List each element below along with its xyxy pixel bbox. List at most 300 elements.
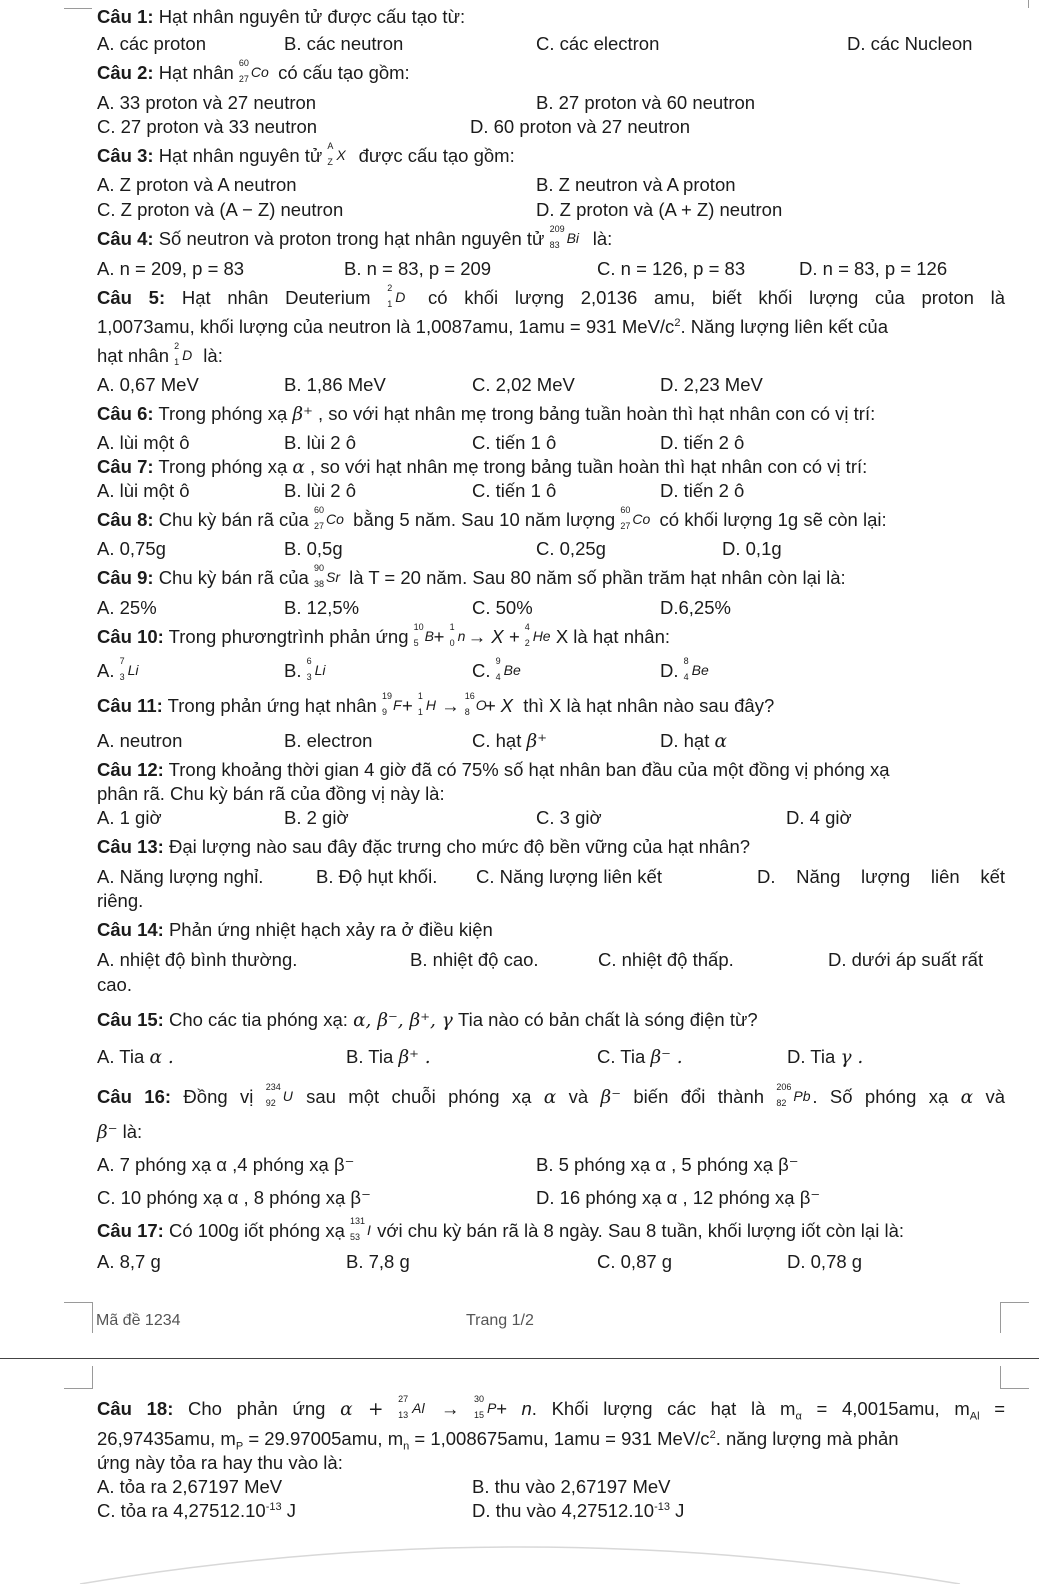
q7-option-c: C. tiến 1 ô	[472, 480, 557, 501]
q17-option-b: B. 7,8 g	[346, 1251, 410, 1272]
q16-stem-pre: Đồng vị	[183, 1086, 254, 1107]
q13-option-d-cont: riêng.	[97, 890, 144, 911]
q9-stem	[97, 563, 1005, 590]
q4-option-a: A. n = 209, p = 83	[97, 258, 245, 279]
option-exponent: -13	[265, 1500, 282, 1513]
q12-stem1: Trong khoảng thời gian 4 giờ đã có 75% số hạt nhân ban đầu của một đồng vị phóng xạ	[168, 759, 890, 780]
beta-plus-symbol: β⁺	[292, 404, 313, 425]
beta-plus-symbol: β⁺	[526, 731, 547, 752]
nuclide-number: 2	[524, 638, 530, 649]
q8-option-a: A. 0,75g	[97, 538, 166, 559]
q15-stem	[97, 1009, 1005, 1031]
q10-arrow-x: → X +	[467, 626, 520, 647]
option-letter: D.	[660, 660, 679, 681]
q9-stem-post: là T = 20 năm. Sau 80 năm số phần trăm hạt nhân còn lại là:	[349, 567, 846, 588]
nuclide-mass: 7	[119, 656, 125, 667]
corner-mark-bottom-right	[1000, 1302, 1029, 1333]
nuclide-symbol: Be	[691, 662, 709, 679]
nuclide-symbol: Pb	[793, 1088, 811, 1105]
q18-line2-post: = 1,008675amu, 1amu = 931 MeV/c	[414, 1428, 710, 1449]
q3-stem	[97, 141, 1005, 168]
nuclide-o16	[464, 691, 487, 718]
q4-label: Câu 4:	[97, 228, 154, 249]
q3-option-b: B. Z neutron và A proton	[536, 174, 736, 195]
q11-stem-pre: Trong phản ứng hạt nhân	[167, 695, 377, 716]
q9-option-b: B. 12,5%	[284, 597, 360, 618]
q18-line2-sup: 2	[709, 1428, 716, 1441]
q12-stem-line2: phân rã. Chu kỳ bán rã của đồng vị này là:	[97, 783, 445, 804]
option-text: C. tỏa ra 4,27512.10	[97, 1500, 266, 1521]
q14-label: Câu 14:	[97, 919, 164, 940]
nuclide-symbol: D	[395, 289, 406, 306]
nuclide-mass: 90	[313, 563, 324, 574]
nuclide-neutron	[449, 622, 468, 649]
q15-option-a	[97, 1046, 174, 1068]
q17-option-a: A. 8,7 g	[97, 1251, 161, 1272]
q10-label: Câu 10:	[97, 626, 164, 647]
mass-sub-alpha: α	[795, 1410, 802, 1423]
nuclide-mass: 209	[549, 224, 565, 235]
nuclide-number: 9	[381, 707, 387, 718]
q10-option-b	[284, 656, 337, 683]
q5-stem-line1	[97, 283, 1006, 310]
q11-option-d	[660, 730, 727, 752]
nuclide-he4	[524, 622, 551, 649]
q7-option-b: B. lùi 2 ô	[284, 480, 356, 501]
alpha-symbol: α	[292, 457, 305, 478]
q5-line2-sup: 2	[674, 316, 681, 329]
q2-stem-post: có cấu tạo gồm:	[278, 62, 410, 83]
nuclide-symbol: Al	[412, 1400, 425, 1417]
nuclide-li6	[306, 656, 337, 683]
q10-stem	[97, 622, 1005, 649]
q17-option-d: D. 0,78 g	[787, 1251, 863, 1272]
alpha-symbol: α .	[149, 1047, 174, 1068]
option-text: D. hạt	[660, 730, 710, 751]
option-text: C. hạt	[472, 730, 522, 751]
q17-stem-pre: Có 100g iốt phóng xạ	[168, 1220, 345, 1241]
q6-option-a: A. lùi một ô	[97, 432, 190, 453]
q10-stem-post: X là hạt nhân:	[555, 626, 670, 647]
nuclide-symbol: Bi	[566, 230, 580, 247]
nuclide-mass: 60	[238, 58, 249, 69]
nuclide-d	[174, 341, 198, 368]
q14-option-a: A. nhiệt độ bình thường.	[97, 949, 298, 970]
q15-option-d	[787, 1046, 863, 1068]
nuclide-sr90	[313, 563, 344, 590]
q12-option-d: D. 4 giờ	[786, 807, 852, 828]
nuclide-number: 4	[683, 672, 689, 683]
q10-stem-pre: Trong phươngtrình phản ứng	[168, 626, 409, 647]
nuclide-symbol: X	[336, 147, 346, 164]
nuclide-symbol: I	[367, 1222, 371, 1239]
page-curl-arc	[80, 1547, 960, 1584]
q12-option-b: B. 2 giờ	[284, 807, 349, 828]
q9-option-a: A. 25%	[97, 597, 157, 618]
nuclide-number: 5	[413, 638, 419, 649]
q18-line2-mid: = 29.97005amu, m	[248, 1428, 404, 1449]
nuclide-number: 83	[549, 240, 560, 251]
q3-option-d: D. Z proton và (A + Z) neutron	[536, 199, 783, 220]
q14-option-d-cont: cao.	[97, 974, 132, 995]
q18-label: Câu 18:	[97, 1398, 174, 1419]
nuclide-number: 27	[313, 521, 324, 532]
mass-sub-al: Al	[969, 1410, 980, 1423]
q11-arrow: →	[441, 695, 460, 716]
q16-stem-end: và	[985, 1086, 1006, 1107]
nuclide-pb206	[776, 1082, 812, 1109]
q16-stem-mid2: và	[568, 1086, 589, 1107]
q16-option-d: D. 16 phóng xạ α , 12 phóng xạ β⁻	[536, 1187, 821, 1208]
page-curl-decoration	[0, 1530, 1039, 1584]
q14-option-d: D. dưới áp suất rất	[828, 949, 984, 970]
option-unit: J	[281, 1500, 296, 1521]
q18-stem-pre: Cho phản ứng	[188, 1398, 326, 1419]
q1-option-b: B. các neutron	[284, 33, 404, 54]
q16-line2-text: là:	[122, 1121, 143, 1142]
q18-line2-end: . năng lượng mà phản	[715, 1428, 899, 1449]
q5-stem-line2	[97, 316, 1005, 338]
q8-option-b: B. 0,5g	[284, 538, 343, 559]
q2-option-c: C. 27 proton và 33 neutron	[97, 116, 318, 137]
q5-line2-pre: 1,0073amu, khối lượng của neutron là 1,0087amu, 1amu = 931 MeV/c	[97, 316, 675, 337]
q18-stem-line2	[97, 1428, 1005, 1453]
q10-plus: +	[433, 626, 445, 647]
beta-plus-symbol: β⁺ .	[398, 1047, 431, 1068]
q5-option-b: B. 1,86 MeV	[284, 374, 386, 395]
q17-label: Câu 17:	[97, 1220, 164, 1241]
nuclide-mass: 6	[306, 656, 312, 667]
q18-option-a: A. tỏa ra 2,67197 MeV	[97, 1476, 283, 1497]
q2-stem	[97, 58, 1005, 85]
q5-line3-pre: hạt nhân	[97, 345, 170, 366]
nuclide-mass: 4	[524, 622, 530, 633]
q14-option-b: B. nhiệt độ cao.	[410, 949, 539, 970]
nuclide-mass: 206	[776, 1082, 792, 1093]
nuclide-symbol: He	[532, 628, 551, 645]
q4-option-d: D. n = 83, p = 126	[799, 258, 948, 279]
nuclide-number: 38	[313, 579, 324, 590]
nuclide-symbol: B	[424, 628, 434, 645]
q8-option-c: C. 0,25g	[536, 538, 606, 559]
q10-option-c	[472, 656, 530, 683]
q12-stem-line1	[97, 759, 1005, 781]
nuclide-number: 1	[387, 299, 393, 310]
option-text: C. Tia	[597, 1046, 646, 1067]
mass-sub-p: P	[235, 1440, 244, 1453]
beta-minus-symbol: β⁻	[97, 1122, 118, 1143]
radiation-symbols: α, β⁻, β⁺, γ	[353, 1010, 453, 1031]
option-letter: C.	[472, 660, 491, 681]
nuclide-number: 8	[464, 707, 470, 718]
nuclide-bi209	[549, 224, 588, 251]
q7-label: Câu 7:	[97, 456, 154, 477]
q13-option-b: B. Độ hụt khối.	[316, 866, 438, 887]
nuclide-be8	[683, 656, 718, 683]
q13-label: Câu 13:	[97, 836, 164, 857]
q10-option-d	[660, 656, 718, 683]
q16-option-c: C. 10 phóng xạ α , 8 phóng xạ β⁻	[97, 1187, 371, 1208]
q5-label: Câu 5:	[97, 287, 166, 308]
nuclide-number: 53	[350, 1232, 361, 1243]
nuclide-number: 82	[776, 1098, 787, 1109]
nuclide-number: 1	[174, 357, 180, 368]
nuclide-li7	[119, 656, 150, 683]
nuclide-number: 15	[474, 1410, 485, 1421]
nuclide-mass: 60	[313, 505, 324, 516]
q2-option-b: B. 27 proton và 60 neutron	[536, 92, 756, 113]
beta-minus-symbol: β⁻	[600, 1087, 622, 1108]
mass-alpha-value: = 4,0015amu, m	[816, 1398, 970, 1419]
q11-label: Câu 11:	[97, 695, 163, 716]
q13-option-c: C. Năng lượng liên kết	[476, 866, 662, 887]
q13-option-d: D. Năng lượng liên kết	[757, 866, 1005, 887]
q14-option-c: C. nhiệt độ thấp.	[598, 949, 734, 970]
nuclide-mass: A	[327, 141, 334, 152]
nuclide-mass: 131	[350, 1216, 366, 1227]
option-exponent: -13	[654, 1500, 670, 1513]
q1-stem-text: Hạt nhân nguyên tử được cấu tạo từ:	[158, 6, 466, 27]
q6-stem-pre: Trong phóng xạ	[158, 403, 288, 424]
q6-stem	[97, 403, 1005, 425]
nuclide-mass: 16	[464, 691, 475, 702]
q5-option-d: D. 2,23 MeV	[660, 374, 763, 395]
beta-minus-symbol: β⁻ .	[650, 1047, 683, 1068]
q16-stem-line2	[97, 1121, 1005, 1143]
nuclide-number: Z	[327, 157, 333, 168]
option-text: D. Tia	[787, 1046, 836, 1067]
option-letter: B.	[284, 660, 302, 681]
q13-option-a: A. Năng lượng nghỉ.	[97, 866, 264, 887]
q12-option-a: A. 1 giờ	[97, 807, 162, 828]
q6-option-c: C. tiến 1 ô	[472, 432, 557, 453]
nuclide-number: 4	[495, 672, 501, 683]
q16-label: Câu 16:	[97, 1086, 172, 1107]
q6-option-b: B. lùi 2 ô	[284, 432, 356, 453]
q5-stem-line3	[97, 341, 1005, 368]
nuclide-mass: 1	[449, 622, 455, 633]
nuclide-mass: 60	[620, 505, 631, 516]
corner-mark-page2-top-right	[1000, 1366, 1029, 1389]
q18-plus-n: + n	[496, 1398, 532, 1419]
q4-option-c: C. n = 126, p = 83	[597, 258, 746, 279]
q2-stem-pre: Hạt nhân	[158, 62, 234, 83]
alpha-symbol: α	[960, 1087, 974, 1108]
q5-stem-post: có khối lượng 2,0136 amu, biết khối lượng của proton là	[427, 287, 1006, 308]
q1-option-c: C. các electron	[536, 33, 660, 54]
q3-stem-pre: Hạt nhân nguyên tử	[158, 145, 323, 166]
nuclide-number: 0	[449, 638, 455, 649]
nuclide-mass: 1	[417, 691, 423, 702]
q18-option-d	[472, 1500, 684, 1522]
nuclide-mass: 27	[398, 1394, 409, 1405]
q3-label: Câu 3:	[97, 145, 154, 166]
nuclide-symbol: Li	[127, 662, 139, 679]
q2-label: Câu 2:	[97, 62, 154, 83]
q18-arrow: →	[440, 1398, 460, 1419]
q14-stem	[97, 919, 1005, 941]
q18-line2-pre: 26,97435amu, m	[97, 1428, 236, 1449]
exam-code: Mã đề 1234	[96, 1312, 181, 1329]
q1-option-a: A. các proton	[97, 33, 207, 54]
nuclide-mass: 234	[265, 1082, 281, 1093]
q16-stem-mid1: sau một chuỗi phóng xạ	[306, 1086, 532, 1107]
nuclide-be9	[495, 656, 530, 683]
q1-stem	[97, 6, 1005, 28]
gamma-symbol: γ .	[840, 1047, 864, 1068]
q14-stem-text: Phản ứng nhiệt hạch xảy ra ở điều kiện	[168, 919, 493, 940]
nuclide-symbol: O	[475, 697, 487, 714]
q3-option-a: A. Z proton và A neutron	[97, 174, 297, 195]
q15-option-c	[597, 1046, 683, 1068]
q7-stem-pre: Trong phóng xạ	[158, 456, 288, 477]
q5-option-c: C. 2,02 MeV	[472, 374, 575, 395]
q16-stem-line1	[97, 1082, 1006, 1109]
nuclide-mass: 9	[495, 656, 501, 667]
q4-stem-post: là:	[592, 228, 613, 249]
alpha-symbol: α	[543, 1087, 557, 1108]
q12-label: Câu 12:	[97, 759, 164, 780]
nuclide-symbol: Be	[503, 662, 521, 679]
option-text: A. Tia	[97, 1046, 145, 1067]
corner-mark-page2-top-left	[64, 1366, 93, 1389]
q17-option-c: C. 0,87 g	[597, 1251, 673, 1272]
q5-option-a: A. 0,67 MeV	[97, 374, 199, 395]
q17-stem-post: với chu kỳ bán rã là 8 ngày. Sau 8 tuần, khối lượng iốt còn lại là:	[377, 1220, 904, 1241]
q11-plus: +	[401, 695, 413, 716]
q10-option-a	[97, 656, 150, 683]
q7-option-d: D. tiến 2 ô	[660, 480, 745, 501]
q7-option-a: A. lùi một ô	[97, 480, 190, 501]
nuclide-i131	[350, 1216, 372, 1243]
corner-mark-top-left	[64, 0, 92, 9]
q18-alpha-plus: α +	[340, 1399, 384, 1420]
nuclide-symbol: n	[457, 628, 466, 645]
nuclide-mass: 10	[413, 622, 424, 633]
q18-stem-line1	[97, 1394, 1006, 1423]
q5-line2-post: . Năng lượng liên kết của	[680, 316, 889, 337]
nuclide-symbol: Co	[250, 64, 269, 81]
nuclide-h1	[417, 691, 437, 718]
nuclide-symbol: Sr	[325, 569, 340, 586]
q16-stem-mid3: biến đổi thành	[633, 1086, 765, 1107]
nuclide-number: 27	[238, 74, 249, 85]
page-number: Trang 1/2	[466, 1312, 534, 1329]
q9-stem-pre: Chu kỳ bán rã của	[158, 567, 309, 588]
q15-stem-post: Tia nào có bản chất là sóng điện từ?	[457, 1009, 758, 1030]
q11-option-c	[472, 730, 547, 752]
option-unit: J	[669, 1500, 685, 1521]
q15-label: Câu 15:	[97, 1009, 164, 1030]
nuclide-al27	[398, 1394, 426, 1421]
q8-label: Câu 8:	[97, 509, 154, 530]
nuclide-number: 27	[620, 521, 631, 532]
nuclide-mass: 19	[381, 691, 392, 702]
q6-option-d: D. tiến 2 ô	[660, 432, 745, 453]
nuclide-symbol: Co	[632, 511, 651, 528]
option-text: D. thu vào 4,27512.10	[472, 1500, 655, 1521]
q5-line3-post: là:	[203, 345, 223, 366]
nuclide-symbol: Co	[325, 511, 344, 528]
nuclide-symbol: U	[282, 1088, 293, 1105]
q9-label: Câu 9:	[97, 567, 154, 588]
q8-stem-mid: bằng 5 năm. Sau 10 năm lượng	[353, 509, 616, 530]
nuclide-d	[387, 283, 411, 310]
q1-label: Câu 1:	[97, 6, 154, 27]
alpha-symbol: α	[714, 731, 727, 752]
corner-mark-bottom-left	[64, 1302, 93, 1333]
nuclide-p30	[474, 1394, 497, 1421]
nuclide-number: 92	[265, 1098, 276, 1109]
nuclide-number: 1	[417, 707, 423, 718]
q3-option-c: C. Z proton và (A − Z) neutron	[97, 199, 344, 220]
nuclide-x	[327, 141, 353, 168]
nuclide-co60	[313, 505, 348, 532]
q13-stem	[97, 836, 1005, 858]
nuclide-number: 13	[398, 1410, 409, 1421]
nuclide-mass: 30	[474, 1394, 485, 1405]
q12-option-c: C. 3 giờ	[536, 807, 602, 828]
q16-option-b: B. 5 phóng xạ α , 5 phóng xạ β⁻	[536, 1154, 799, 1175]
q4-stem	[97, 224, 1005, 251]
nuclide-f19	[381, 691, 402, 718]
q17-stem	[97, 1216, 1005, 1243]
nuclide-number: 3	[306, 672, 312, 683]
page-separator	[0, 1358, 1039, 1359]
nuclide-number: 3	[119, 672, 125, 683]
q5-stem-pre: Hạt nhân Deuterium	[181, 287, 371, 308]
mass-sub-n: n	[403, 1440, 410, 1453]
mass-al-equals: =	[994, 1398, 1006, 1419]
nuclide-mass: 2	[387, 283, 393, 294]
nuclide-symbol: D	[182, 347, 193, 364]
q15-stem-pre: Cho các tia phóng xạ:	[168, 1009, 348, 1030]
q1-option-d: D. các Nucleon	[847, 33, 973, 54]
q11-stem-post: thì X là hạt nhân nào sau đây?	[523, 695, 775, 716]
q3-stem-post: được cấu tạo gồm:	[358, 145, 515, 166]
q9-option-c: C. 50%	[472, 597, 533, 618]
nuclide-u234	[265, 1082, 294, 1109]
q8-option-d: D. 0,1g	[722, 538, 782, 559]
q18-stem-line3: ứng này tỏa ra hay thu vào là:	[97, 1452, 343, 1473]
q8-stem-pre: Chu kỳ bán rã của	[158, 509, 309, 530]
nuclide-mass: 8	[683, 656, 689, 667]
nuclide-symbol: P	[487, 1400, 497, 1417]
q2-option-a: A. 33 proton và 27 neutron	[97, 92, 317, 113]
nuclide-b10	[413, 622, 434, 649]
q2-option-d: D. 60 proton và 27 neutron	[470, 116, 691, 137]
nuclide-symbol: F	[392, 697, 402, 714]
q7-stem	[97, 456, 1005, 478]
q6-label: Câu 6:	[97, 403, 154, 424]
nuclide-symbol: H	[425, 697, 437, 714]
q8-stem-post: có khối lượng 1g sẽ còn lại:	[659, 509, 887, 530]
q4-stem-pre: Số neutron và proton trong hạt nhân nguyên tử	[158, 228, 545, 249]
q11-plus-x: + X	[484, 695, 513, 716]
q7-stem-post: , so với hạt nhân mẹ trong bảng tuần hoàn thì hạt nhân con có vị trí:	[310, 456, 868, 477]
q15-option-b	[346, 1046, 431, 1068]
q13-stem-text: Đại lượng nào sau đây đặc trưng cho mức độ bền vững của hạt nhân?	[168, 836, 751, 857]
q18-option-c	[97, 1500, 296, 1522]
q8-stem	[97, 505, 1005, 532]
option-letter: A.	[97, 660, 115, 681]
q4-option-b: B. n = 83, p = 209	[344, 258, 492, 279]
q11-stem	[97, 691, 1005, 718]
q18-option-b: B. thu vào 2,67197 MeV	[472, 1476, 671, 1497]
q11-option-a: A. neutron	[97, 730, 183, 751]
q16-stem-mid4: . Số phóng xạ	[812, 1086, 949, 1107]
nuclide-co60	[238, 58, 273, 85]
